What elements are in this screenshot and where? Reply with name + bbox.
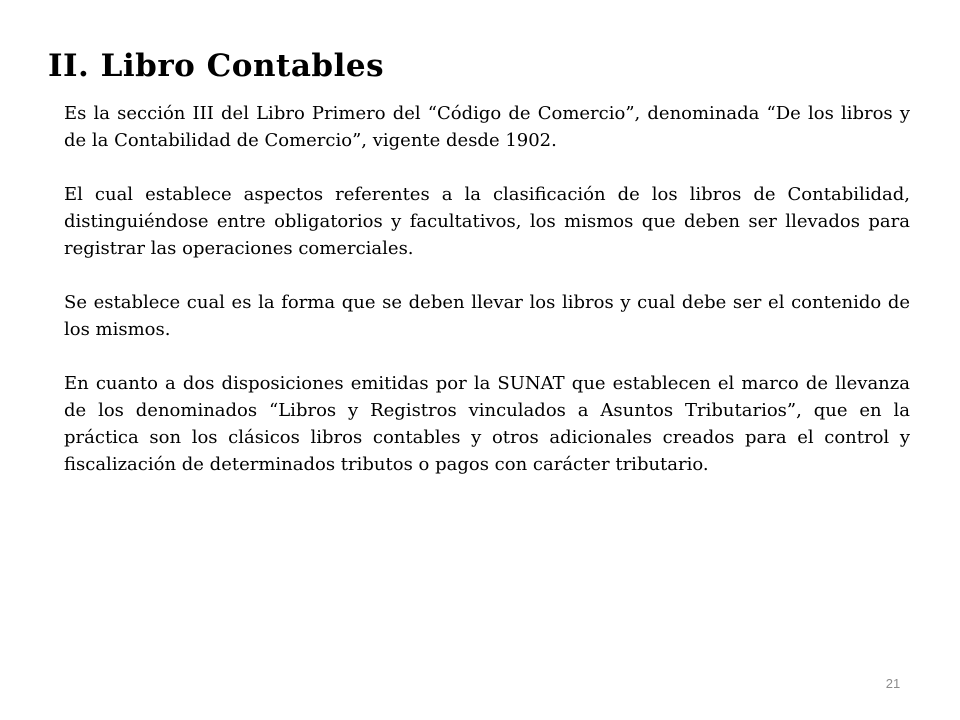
slide-title: II. Libro Contables (48, 48, 385, 84)
paragraph-codigo-comercio: Es la sección III del Libro Primero del “Código de Comercio”, denominada “De los libros y de la Contabilidad de Comercio”, vigente desde 1902. (64, 103, 910, 151)
paragraph-clasificacion-libros: El cual establece aspectos referentes a la clasificación de los libros de Contabilidad, distinguiéndose entre obligatorios y facultativos, los mismos que deben ser llevados para registrar las operaciones comerciales. (64, 184, 910, 259)
page-number: 21 (885, 676, 901, 691)
slide-body (64, 100, 910, 505)
paragraph-disposiciones-sunat: En cuanto a dos disposiciones emitidas por la SUNAT que establecen el marco de llevanza de los denominados “Libros y Registros vinculados a Asuntos Tributarios”, que en la práctica son los clásicos libros contables y otros adicionales creados para el control y fiscalización de determinados tributos o pagos con carácter tributario. (64, 373, 910, 475)
paragraph-forma-llevar-libros: Se establece cual es la forma que se deben llevar los libros y cual debe ser el contenido de los mismos. (64, 292, 910, 340)
